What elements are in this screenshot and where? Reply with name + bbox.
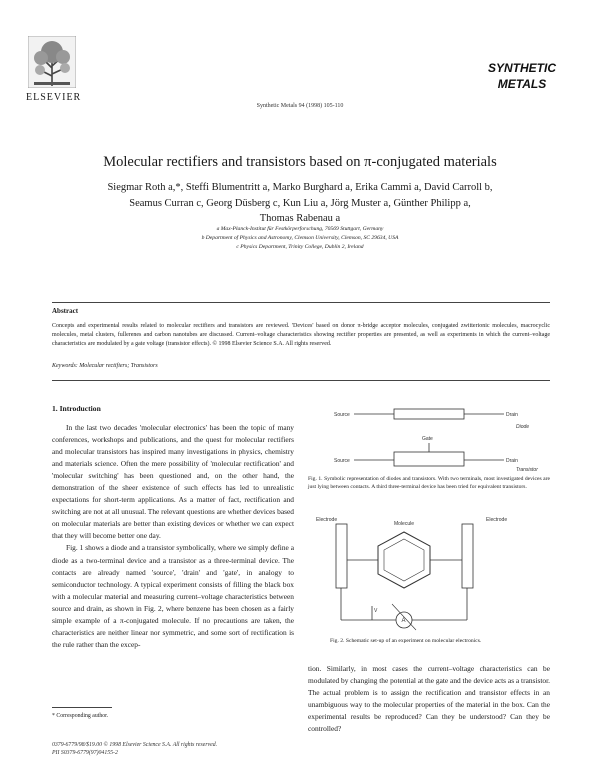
journal-reference: Synthetic Metals 94 (1998) 105-110 [256,103,344,109]
journal-logo [472,58,572,92]
figure-2 [312,512,552,634]
paragraph: tion. Similarly, in most cases the current–voltage characteristics can be modulated by changing the potential at the gate and the device acts as a transistor. The actual problem is to assign the rectification and transistor effects in an unambiguous way to the molecular properties of the material in the box. Can the experimental results be reproduced? Can they be understood? Can they be controlled? [308,664,550,734]
authors-line: Siegmar Roth a,*, Steffi Blumentritt a, Marko Burghard a, Erika Cammi a, David Carroll b, [107,182,493,193]
affiliation: a Max-Planck-Institut für Festkörperforschung, 70569 Stuttgart, Germany [216,226,384,232]
footnote: * Corresponding author. [52,713,109,719]
copyright-footer [52,741,217,757]
figure-1 [312,400,552,472]
footnote-rule [52,707,112,708]
author-list [40,180,560,227]
intro-column-left [52,422,294,651]
transistor-label: Transistor [516,467,538,472]
source-label: Source [334,412,350,418]
authors-line: Thomas Rabenau a [259,213,341,224]
figure-2-caption: Fig. 2. Schematic set-up of an experiment on molecular electronics. [330,638,482,644]
benzene-ring [378,532,430,588]
pii-line: PII S0379-6779(97)04155-2 [52,750,118,756]
electrode-right [462,524,473,588]
copyright-line: 0379-6779/98/$19.00 © 1998 Elsevier Science S.A. All rights reserved. [52,742,218,748]
affiliations [60,225,540,252]
figure-1-caption: Fig. 1. Symbolic representation of diodes and transistors. With two terminals, most investigated devices are just lying between contacts. A third three-terminal device has been tried for equivalent transistors. [308,476,550,490]
ammeter-label: A [401,618,406,624]
paragraph: Fig. 1 shows a diode and a transistor symbolically, where we simply define a diode as a two-terminal device and a transistor as a three-terminal device. The contacts are already named 'source', 'drain' and 'gate', in analogy to semiconductor technology. A typical experiment consists of filling the black box with a molecular material and measuring current–voltage characteristics between source and drain, as shown in Fig. 2, where benzene has been chosen as a fairly simple example of a π-conjugated molecule. If no precautions are taken, the characteristics are neither linear nor symmetric, and some sort of rectification is the rule rather than the excep- [52,543,294,649]
abstract-text: Concepts and experimental results related to molecular rectifiers and transistors are reviewed. 'Devices' based on donor π-bridge acceptor molecules, conjugated zwitterionic molecules, macrocyclic molecules, metal clusters, fullerenes and carbon nanotubes are discussed. Current–voltage characteristics showing rectifier properties are presented, as well as experiments in which the current–voltage characteristics are modulated by a gate voltage (transistor effects). © 1998 Elsevier Science S.A. All rights reserved. [52,323,550,348]
divider [52,380,550,381]
drain-label: Drain [506,412,518,418]
abstract-heading: Abstract [52,307,79,315]
electrode-left-label: Electrode [316,517,338,523]
paper-title: Molecular rectifiers and transistors based on π-conjugated materials [103,154,497,170]
divider [52,302,550,303]
elsevier-tree-logo [28,36,76,88]
journal-logo-line1: SYNTHETIC [487,61,557,75]
electrode-left [336,524,347,588]
black-box [394,409,464,419]
electrode-right-label: Electrode [486,517,508,523]
intro-column-right [308,663,550,735]
publisher-name: ELSEVIER [26,92,82,103]
diode-label: Diode [516,424,530,430]
molecule-label: Molecule [394,521,415,527]
section-heading: 1. Introduction [52,404,101,413]
source-label: Source [334,458,350,464]
paragraph: In the last two decades 'molecular electronics' has been the topic of many conferences, workshops and publications, and the quest for molecular rectifiers and molecular transistors has inspired many investigations in physics, chemistry and materials science. Often the mere possibility of 'molecular rectification' and 'molecular switching' has been questioned and, on the other hand, the demonstration of the sheer existence of such effects has led to unrealistic expectations for short-term applications. As a matter of fact, rectification and switching are not at all unusual. The relevant questions are whether devices based on molecular materials are better than existing devices or whether we can expect that they will become better one day. [52,423,294,541]
drain-label: Drain [506,458,518,464]
black-box [394,452,464,466]
affiliation: b Department of Physics and Astronomy, Clemson University, Clemson, SC 29634, USA [201,235,399,241]
affiliation: c Physics Department, Trinity College, Dublin 2, Ireland [236,244,364,250]
authors-line: Seamus Curran c, Georg Düsberg c, Kun Liu a, Jörg Muster a, Günther Philipp a, [129,197,471,209]
keywords: Keywords: Molecular rectifiers; Transistors [52,363,158,369]
voltage-label: V [374,608,378,614]
gate-label: Gate [422,436,433,442]
journal-logo-line2: METALS [497,77,547,91]
